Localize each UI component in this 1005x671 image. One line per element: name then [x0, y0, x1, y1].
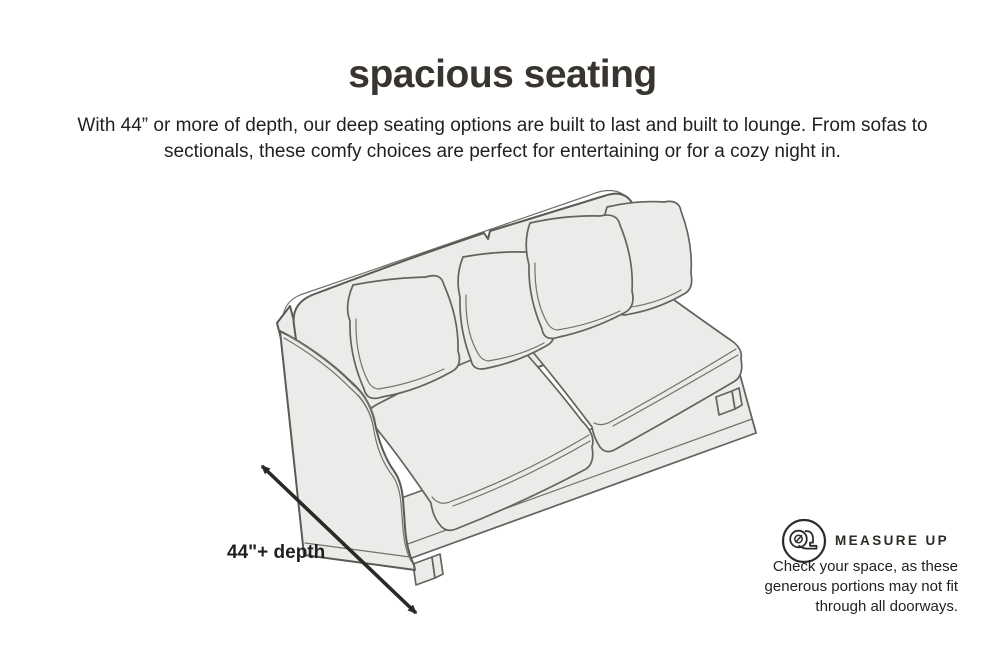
- measure-up-note: Check your space, as these generous portions may not fit through all doorways.: [764, 558, 958, 615]
- intro-paragraph: With 44” or more of depth, our deep seating options are built to last and built to lounge. From sofas to sectionals, these comfy choices are perfect for entertaining or for a cozy night in.: [77, 115, 928, 162]
- depth-label: 44"+ depth: [227, 542, 326, 563]
- measure-up-heading: MEASURE UP: [835, 533, 950, 548]
- page-title: spacious seating: [348, 53, 657, 96]
- depth-arrow-icon: [240, 448, 440, 633]
